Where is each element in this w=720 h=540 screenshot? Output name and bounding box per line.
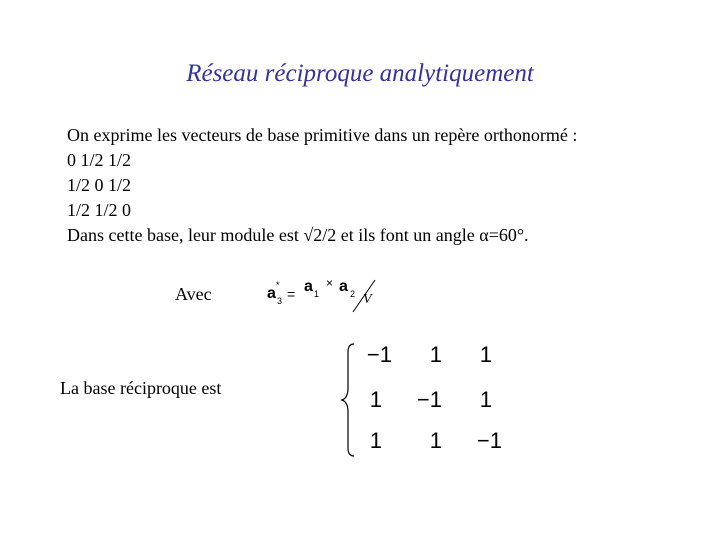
formula-times: × xyxy=(326,276,334,290)
matrix-cell: 1 xyxy=(369,428,382,453)
formula-a3-subscript: 3 xyxy=(277,296,283,306)
intro-line: On exprime les vecteurs de base primitive dans un repère orthonormé : xyxy=(67,125,578,145)
formula-volume: V xyxy=(363,292,372,307)
avec-label: Avec xyxy=(175,284,212,304)
matrix-cell: −1 xyxy=(366,342,392,367)
formula-a2-subscript: 2 xyxy=(350,289,356,299)
matrix-cell: 1 xyxy=(369,387,382,412)
reciprocal-vector-formula xyxy=(265,278,385,314)
matrix-cell: −1 xyxy=(416,387,442,412)
matrix-cell: 1 xyxy=(479,342,492,367)
formula-a3-star: * xyxy=(276,280,280,290)
reciprocal-matrix xyxy=(338,340,518,460)
vector-a3-line: 1/2 1/2 0 xyxy=(67,200,132,220)
matrix-cell: 1 xyxy=(429,342,442,367)
vector-a2-line: 1/2 0 1/2 xyxy=(67,175,132,195)
formula-a3: a xyxy=(267,285,276,302)
formula-a1: a xyxy=(304,278,313,295)
formula-equals: = xyxy=(287,286,296,302)
matrix-cell: −1 xyxy=(476,428,502,453)
formula-a1-subscript: 1 xyxy=(314,289,320,299)
formula-a2: a xyxy=(339,278,348,295)
reciprocal-basis-label: La base réciproque est xyxy=(60,378,222,398)
slide-title: Réseau réciproque analytiquement xyxy=(186,60,534,87)
matrix-cell: 1 xyxy=(479,387,492,412)
matrix-cell: 1 xyxy=(429,428,442,453)
module-angle-line: Dans cette base, leur module est √2/2 et ils font un angle α=60°. xyxy=(67,225,529,245)
vector-a1-line: 0 1/2 1/2 xyxy=(67,150,132,170)
